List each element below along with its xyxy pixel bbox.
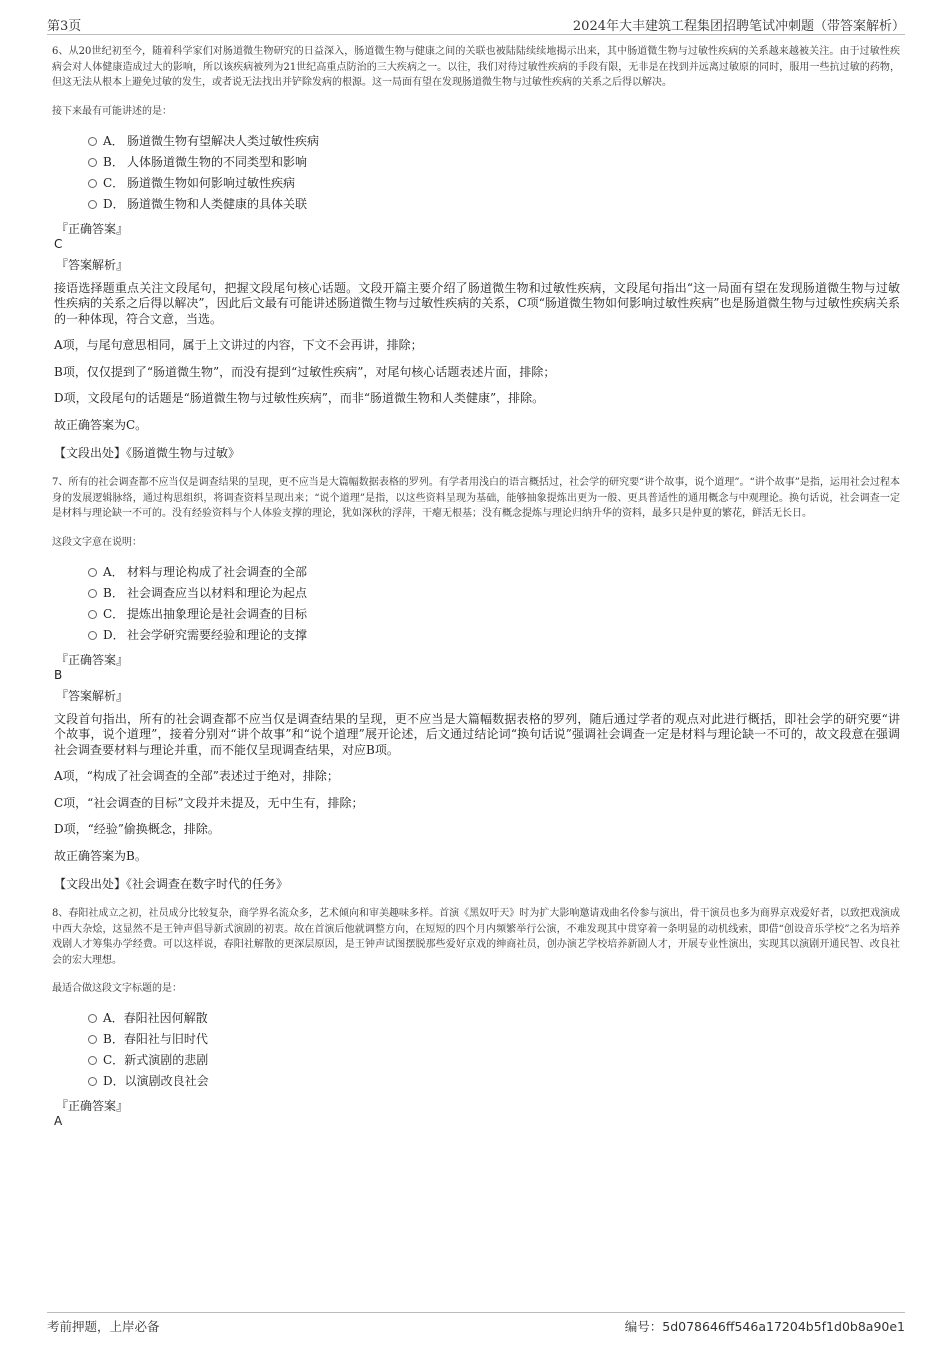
analysis-paragraph: A项，“构成了社会调查的全部”表述过于绝对，排除； [54, 769, 339, 783]
radio-icon[interactable] [88, 631, 97, 640]
radio-icon[interactable] [88, 568, 97, 577]
radio-icon[interactable] [88, 1077, 97, 1086]
option-a[interactable]: A． 材料与理论构成了社会调查的全部 [88, 562, 900, 583]
analysis-paragraph: C项，“社会调查的目标”文段并未提及，无中生有，排除； [54, 795, 364, 810]
option-c[interactable]: C． 肠道微生物如何影响过敏性疾病 [88, 173, 900, 194]
option-c[interactable]: C． 新式演剧的悲剧 [88, 1050, 900, 1071]
radio-icon[interactable] [88, 1035, 97, 1044]
radio-icon[interactable] [88, 179, 97, 188]
analysis-paragraph: 故正确答案为B。 [54, 848, 147, 863]
question-7 [52, 475, 900, 892]
analysis-body [54, 281, 900, 434]
analysis-paragraph: 故正确答案为C。 [54, 417, 148, 432]
radio-icon[interactable] [88, 137, 97, 146]
question-passage: 8、春阳社成立之初，社员成分比较复杂，商学界名流众多，艺术倾向和审美趣味多样。首演《黑奴吁天》时为扩大影响邀请戏曲名伶参与演出，骨干演员也多为商界京戏爱好者，以致把戏演成中西大杂烩，这显然不是王钟声倡导新式演剧的初衷。故在首演后他就调整方向，在短短的四个月内频繁举行公演，不难发现其中贯穿着一条明显的动机线索，即借“创设音乐学校”之名为培养戏剧人才筹集办学经费。可以这样说，春阳社解散的更深层原因，是王钟声试图摆脱那些爱好京戏的绅商社员，创办演艺学校培养新剧人才，开展专业性演出，实现其以演剧开通民智、改良社会的宏大理想。 [52, 908, 900, 966]
page-footer [47, 1312, 905, 1337]
correct-answer-label: 『正确答案』 [56, 652, 129, 667]
page-header [47, 12, 905, 35]
question-prompt: 这段文字意在说明： [52, 536, 142, 548]
option-d[interactable]: D． 社会学研究需要经验和理论的支撑 [88, 625, 900, 646]
radio-icon[interactable] [88, 589, 97, 598]
analysis-paragraph: B项，仅仅提到了“肠道微生物”，而没有提到“过敏性疾病”，对尾句核心话题表述片面，排除； [54, 364, 556, 379]
correct-answer-label: 『正确答案』 [56, 221, 129, 236]
passage-source: 【文段出处】《社会调查在数字时代的任务》 [54, 877, 289, 891]
correct-answer: B [54, 667, 63, 682]
correct-answer: C [54, 236, 63, 251]
analysis-paragraph: 文段首句指出，所有的社会调查都不应当仅是调查结果的呈现，更不应当是大篇幅数据表格的罗列，随后通过学者的观点对此进行概括，即社会学的研究要“讲个故事，说个道理”，接着分别对“讲个故事”和“说个道理”展开论述，后文通过结论词“换句话说”强调社会调查一定是材料与理论缺一不可的，故文段意在强调社会调查要材料与理论并重，而不能仅呈现调查结果，对应B项。 [54, 711, 900, 757]
footer-slogan: 考前押题，上岸必备 [47, 1319, 160, 1334]
option-d[interactable]: D． 以演剧改良社会 [88, 1071, 900, 1092]
document-id [625, 1317, 905, 1335]
question-passage: 6、从20世纪初至今，随着科学家们对肠道微生物研究的日益深入，肠道微生物与健康之间的关联也被陆陆续续地揭示出来，其中肠道微生物与过敏性疾病的关系越来越被关注。由于过敏性疾病会对人体健康造成过大的影响，所以该疾病被列为21世纪高重点防治的三大疾病之一。以往，我们对待过敏性疾病的手段有限，无非是在找到并远离过敏原的同时，服用一些抗过敏的药物，但这无法从根本上避免过敏的发生，或者说无法找出并铲除发病的根源。这一局面有望在发现肠道微生物与过敏性疾病的关系之后得以解决。 [52, 46, 900, 88]
document-id-label: 编号： [624, 1319, 663, 1334]
analysis-paragraph: D项，文段尾句的话题是“肠道微生物与过敏性疾病”，而非“肠道微生物和人类健康”，排除。 [54, 391, 545, 405]
analysis-paragraph: D项，“经验”偷换概念，排除。 [54, 822, 220, 836]
radio-icon[interactable] [88, 610, 97, 619]
option-b[interactable]: B． 社会调查应当以材料和理论为起点 [88, 583, 900, 604]
question-6 [52, 44, 900, 461]
option-list [88, 131, 900, 215]
question-8 [52, 906, 900, 1128]
passage-source: 【文段出处】《肠道微生物与过敏》 [54, 446, 241, 460]
option-d[interactable]: D． 肠道微生物和人类健康的具体关联 [88, 194, 900, 215]
correct-answer-label: 『正确答案』 [56, 1099, 129, 1113]
option-list [88, 1008, 900, 1092]
question-prompt: 最适合做这段文字标题的是： [52, 983, 182, 994]
radio-icon[interactable] [88, 1014, 97, 1023]
correct-answer: A [54, 1114, 63, 1128]
option-b[interactable]: B． 春阳社与旧时代 [88, 1029, 900, 1050]
analysis-label: 『答案解析』 [56, 257, 129, 272]
radio-icon[interactable] [88, 158, 97, 167]
radio-icon[interactable] [88, 1056, 97, 1065]
analysis-paragraph: A项，与尾句意思相同，属于上文讲过的内容，下文不会再讲，排除； [54, 338, 423, 352]
analysis-body [54, 712, 900, 865]
option-c[interactable]: C． 提炼出抽象理论是社会调查的目标 [88, 604, 900, 625]
analysis-paragraph: 接语选择题重点关注文段尾句，把握文段尾句核心话题。文段开篇主要介绍了肠道微生物和过敏性疾病，文段尾句指出“这一局面有望在发现肠道微生物与过敏性疾病的关系之后得以解决”，因此后文最有可能讲述肠道微生物与过敏性疾病的关系，C项“肠道微生物如何影响过敏性疾病”也是肠道微生物与过敏性疾病关系的一种体现，符合文意，当选。 [54, 280, 900, 326]
page-content [52, 44, 900, 1128]
option-a[interactable]: A． 春阳社因何解散 [88, 1008, 900, 1029]
option-a[interactable]: A． 肠道微生物有望解决人类过敏性疾病 [88, 131, 900, 152]
radio-icon[interactable] [88, 200, 97, 209]
option-b[interactable]: B． 人体肠道微生物的不同类型和影响 [88, 152, 900, 173]
document-title: 2024年大丰建筑工程集团招聘笔试冲刺题（带答案解析） [572, 19, 905, 34]
analysis-label: 『答案解析』 [56, 688, 129, 703]
document-id-value: 5d078646ff546a17204b5f1d0b8a90e1 [662, 1319, 905, 1334]
question-prompt: 接下来最有可能讲述的是： [52, 105, 172, 117]
question-passage: 7、所有的社会调查都不应当仅是调查结果的呈现，更不应当是大篇幅数据表格的罗列。有学者用浅白的语言概括过，社会学的研究要“讲个故事，说个道理”。“讲个故事”是指，运用社会过程本身的发展逻辑脉络，通过构思组织，将调查资料呈现出来；“说个道理”是指，以这些资料呈现为基础，能够抽象提炼出更为一般、更具普适性的通用概念与中观理论。换句话说，社会调查一定是材料与理论缺一不可的。没有经验资料与个人体验支撑的理论，犹如深秋的浮萍，干瘪无根基；没有概念提炼与理论归纳升华的资料，最多只是仲夏的繁花，鲜活无长日。 [52, 477, 900, 519]
page-number: 第3页 [47, 19, 82, 34]
option-list [88, 562, 900, 646]
